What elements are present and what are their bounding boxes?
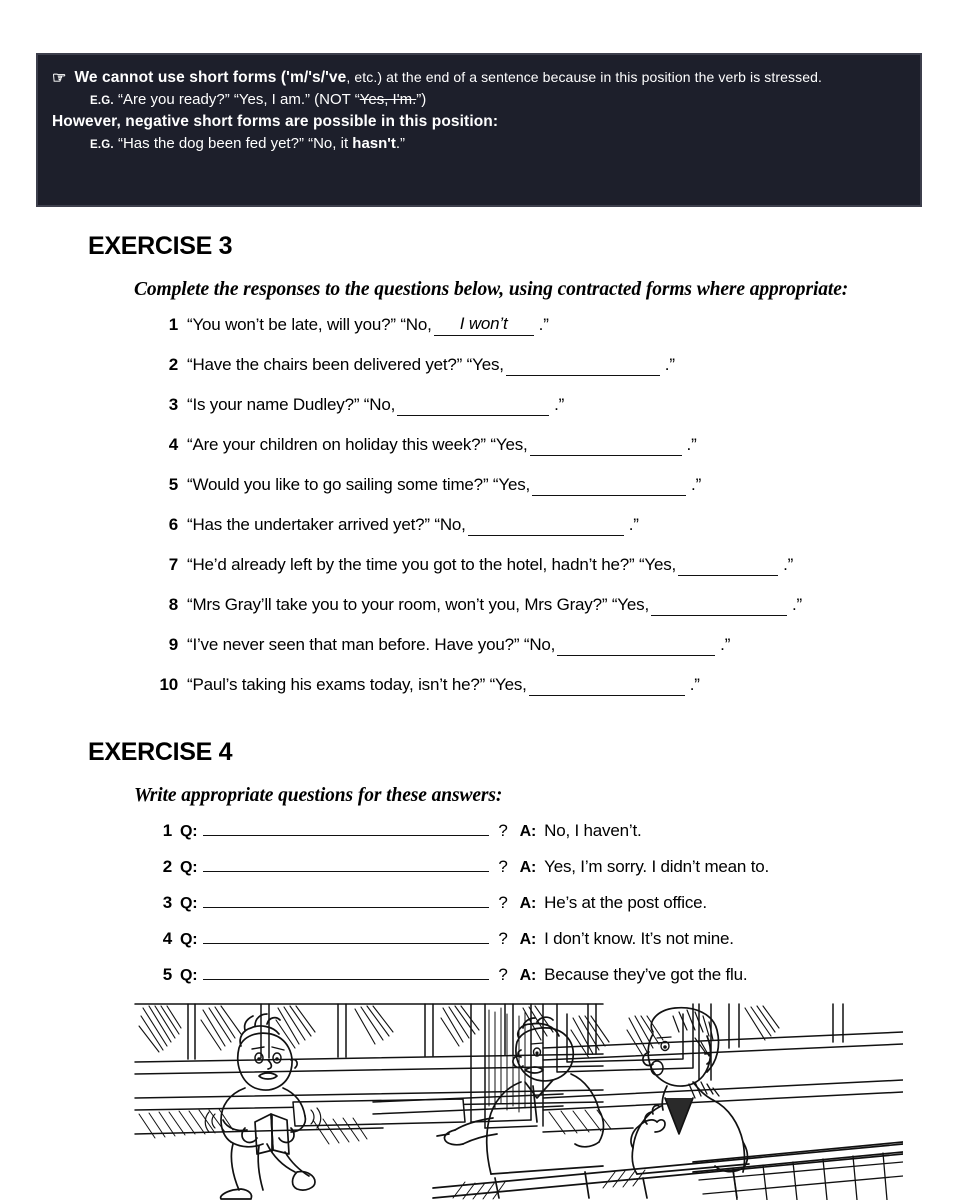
- note-main-part2: , etc.) at the end of a sentence because in this position the verb is stressed.: [346, 69, 822, 85]
- exercise-4-heading: EXERCISE 4: [88, 738, 233, 766]
- exercise-3-item-tail: .”: [689, 675, 700, 694]
- exercise-4-answer-label: A:: [519, 967, 537, 984]
- exercise-3-item-number: 3: [168, 395, 178, 414]
- exercise-4-question-label: Q:: [180, 895, 198, 912]
- note-eg-text-2a: “Has the dog been fed yet?” “No, it: [117, 134, 353, 152]
- exercise-4-question-blank[interactable]: [203, 892, 489, 908]
- note-eg-text-2b: .”: [395, 134, 406, 152]
- exercise-3-answer-blank[interactable]: [468, 514, 624, 536]
- exercise-4-item-number: 5: [162, 965, 172, 984]
- exercise-3-answer-blank[interactable]: [506, 354, 660, 376]
- exercise-3-item: [150, 515, 950, 555]
- exercise-3-answer-blank[interactable]: [397, 394, 549, 416]
- exercise-3-item-tail: .”: [538, 315, 549, 334]
- exercise-3-item-number: 2: [168, 355, 178, 374]
- note-eg-text-1a: “Are you ready?” “Yes, I am.” (NOT “: [117, 91, 360, 108]
- exercise-3-item: [150, 355, 950, 395]
- note-example-2: [90, 133, 904, 155]
- exercise-3-item-number: 6: [168, 515, 178, 534]
- exercise-4-answer-label: A:: [519, 895, 537, 912]
- exercise-3-answer-blank[interactable]: [530, 434, 682, 456]
- note-eg-tag-1: E.G.: [90, 95, 114, 107]
- exercise-3-item-prompt: “You won’t be late, will you?” “No,: [187, 315, 432, 334]
- exercise-3-item-number: 5: [168, 475, 178, 494]
- exercise-3-item-tail: .”: [791, 595, 802, 614]
- exercise-3-item-tail: .”: [664, 355, 675, 374]
- exercise-3-item: [150, 475, 950, 515]
- exercise-3-item-number: 7: [168, 555, 178, 574]
- exercise-3-item: [150, 435, 950, 475]
- exercise-3-item-tail: .”: [691, 475, 702, 494]
- exercise-3-answer-blank[interactable]: [678, 554, 778, 576]
- exercise-3-item-prompt: “Is your name Dudley?” “No,: [187, 395, 396, 414]
- exercise-4-item-number: 1: [162, 821, 172, 840]
- exercise-3-answer-blank[interactable]: [651, 594, 787, 616]
- exercise-4-question-mark: ?: [498, 965, 508, 984]
- exercise-4-question-label: Q:: [180, 823, 198, 840]
- note-however-line: However, negative short forms are possible in this position:: [52, 112, 499, 130]
- exercise-4-item-number: 4: [162, 929, 172, 948]
- exercise-4-question-label: Q:: [180, 967, 198, 984]
- exercise-3-answer-blank[interactable]: [557, 634, 715, 656]
- exercise-3-item: [150, 555, 950, 595]
- note-main-part1: We cannot use short forms (: [74, 69, 287, 86]
- exercise-4-item: [150, 928, 950, 964]
- exercise-4-item: [150, 964, 950, 1000]
- grammar-note-box: [36, 53, 922, 207]
- exercise-3-item-number: 8: [168, 595, 178, 614]
- exercise-3-item-tail: .”: [783, 555, 794, 574]
- exercise-3-instruction: Complete the responses to the questions below, using contracted forms where appropriate:: [134, 279, 849, 300]
- illustration-line-drawing: [133, 1002, 903, 1200]
- exercise-3-item-prompt: “He’d already left by the time you got to the hotel, hadn’t he?” “Yes,: [187, 555, 677, 574]
- note-example-1: [90, 89, 904, 111]
- exercise-3-item-number: 10: [159, 675, 178, 694]
- exercise-4-question-mark: ?: [498, 821, 508, 840]
- exercise-3-item: [150, 635, 950, 675]
- exercise-4-question-label: Q:: [180, 931, 198, 948]
- note-eg-text-1b: ”): [416, 91, 427, 108]
- exercise-4-answer-label: A:: [519, 859, 537, 876]
- note-eg-tag-2: E.G.: [90, 138, 114, 151]
- exercise-3-item: [150, 395, 950, 435]
- exercise-4-question-blank[interactable]: [203, 928, 489, 944]
- exercise-4-item: [150, 856, 950, 892]
- exercise-3-item: [150, 595, 950, 635]
- exercise-3-item-prompt: “Mrs Gray’ll take you to your room, won’t you, Mrs Gray?” “Yes,: [187, 595, 649, 614]
- exercise-3-item-tail: .”: [720, 635, 731, 654]
- exercise-3-item-number: 1: [168, 315, 178, 334]
- exercise-4-question-label: Q:: [180, 859, 198, 876]
- exercise-3-answer-blank[interactable]: [532, 474, 686, 496]
- exercise-4-question-mark: ?: [498, 857, 508, 876]
- pointing-hand-icon: ☞: [52, 70, 67, 87]
- exercise-3-item-prompt: “Paul’s taking his exams today, isn’t he?” “Yes,: [187, 675, 527, 694]
- note-short-forms: 'm/'s/'ve: [286, 69, 347, 86]
- exercise-3-answer-blank[interactable]: [529, 674, 685, 696]
- exercise-3-heading: EXERCISE 3: [88, 232, 233, 260]
- exercise-3-item-tail: .”: [686, 435, 697, 454]
- exercise-3-item: [150, 315, 950, 355]
- exercise-3-item-number: 4: [168, 435, 178, 454]
- note-main-line: [52, 67, 904, 89]
- exercise-3-item-prompt: “Has the undertaker arrived yet?” “No,: [187, 515, 466, 534]
- exercise-4-answer-text: Yes, I’m sorry. I didn’t mean to.: [544, 857, 770, 876]
- exercise-3-item-prompt: “Have the chairs been delivered yet?” “Yes,: [187, 355, 504, 374]
- exercise-4-question-blank[interactable]: [203, 820, 489, 836]
- exercise-3-item-prompt: “Would you like to go sailing some time?” “Yes,: [187, 475, 531, 494]
- exercise-4-answer-text: He’s at the post office.: [544, 893, 707, 912]
- exercise-4-answer-text: I don’t know. It’s not mine.: [544, 929, 734, 948]
- exercise-4-question-mark: ?: [498, 893, 508, 912]
- exercise-4-answer-label: A:: [519, 931, 537, 948]
- exercise-3-item-prompt: “I’ve never seen that man before. Have you?” “No,: [187, 635, 556, 654]
- exercise-3-item-tail: .”: [554, 395, 565, 414]
- exercise-3-item-list: [150, 315, 950, 715]
- exercise-4-item-number: 2: [162, 857, 172, 876]
- exercise-4-question-blank[interactable]: [203, 856, 489, 872]
- note-eg-struck-1: Yes, I'm.: [359, 91, 417, 108]
- exercise-3-item-number: 9: [168, 635, 178, 654]
- note-eg-bold-2: hasn't: [352, 134, 396, 152]
- exercise-4-question-blank[interactable]: [203, 964, 489, 980]
- exercise-4-item: [150, 820, 950, 856]
- exercise-4-item-list: [150, 820, 950, 1000]
- exercise-3-item-tail: .”: [628, 515, 639, 534]
- exercise-4-answer-text: No, I haven’t.: [544, 821, 642, 840]
- exercise-3-item-prompt: “Are your children on holiday this week?” “Yes,: [187, 435, 528, 454]
- exercise-4-instruction: Write appropriate questions for these answers:: [134, 785, 503, 806]
- exercise-3-answer-blank[interactable]: I won’t: [434, 314, 534, 336]
- exercise-3-item: [150, 675, 950, 715]
- exercise-4-answer-label: A:: [519, 823, 537, 840]
- exercise-4-item-number: 3: [162, 893, 172, 912]
- exercise-4-item: [150, 892, 950, 928]
- exercise-4-answer-text: Because they’ve got the flu.: [544, 965, 748, 984]
- exercise-4-question-mark: ?: [498, 929, 508, 948]
